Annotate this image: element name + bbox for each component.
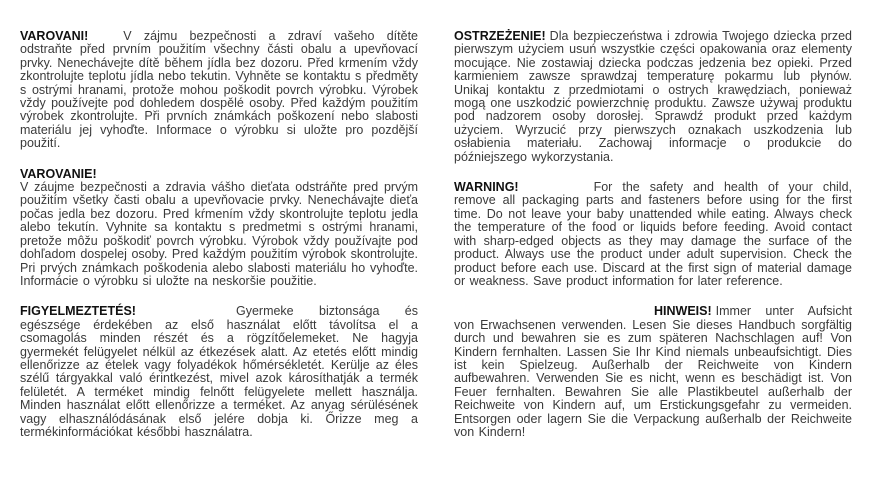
section-heading-czech: VAROVANI! — [20, 29, 89, 43]
warning-section-polish — [454, 30, 852, 164]
warning-section-english — [454, 181, 852, 288]
section-body-czech: V zájmu bezpečnosti a zdraví vašeho dítěte odstraňte před prvním použitím všechny části obalu a upevňovací prvky. Nenechávejte dítě během jídla bez dozoru. Před krmením vždy zkontrolujte teplotu jídla nebo tekutin. Vyhněte se kontaktu s předměty s ostrými hranami, protože mohou poškodit povrch výrobku. Výrobek vždy používejte pod dohledem dospělé osoby. Před každým použitím výrobek zkontrolujte. Při prvních známkách poškození nebo slabosti materiálu jej vyhoďte. Informace o výrobku si uložte pro pozdější použití. — [20, 29, 418, 151]
warning-section-hungarian — [20, 305, 418, 439]
warning-section-slovak — [20, 168, 418, 289]
section-body-polish: Dla bezpieczeństwa i zdrowia Twojego dziecka przed pierwszym użyciem usuń wszystkie części opakowania oraz elementy mocujące. Nie zostawiaj dziecka podczas jedzenia bez opieki. Przed karmieniem zawsze sprawdzaj temperaturę pokarmu lub płynów. Unikaj kontaktu z przedmiotami o ostrych krawędziach, ponieważ mogą one uszkodzić powierzchnię produktu. Zawsze używaj produktu pod nadzorem osoby dorosłej. Sprawdź produkt przed każdym użyciem. Wyrzucić przy pierwszych oznakach uszkodzenia lub osłabienia materiału. Zachowaj informacje o produkcie do późniejszego wykorzystania. — [454, 29, 852, 164]
section-heading-german: HINWEIS! — [654, 304, 712, 319]
right-column — [454, 30, 852, 494]
section-body-slovak: V záujme bezpečnosti a zdravia vášho dieťata odstráňte pred prvým použitím všetky časti obalu a upevňovacie prvky. Nenechávajte dieťa počas jedla bez dozoru. Pred kŕmením vždy skontrolujte teplotu jedla alebo tekutín. Vyhnite sa kontaktu s predmetmi s ostrými hranami, pretože môžu poškodiť povrch výrobku. Výrobok vždy používajte pod dohľadom dospelej osoby. Pred každým použitím výrobok skontrolujte. Pri prvých známkach poškodenia alebo slabosti materiálu ho vyhoďte. Informácie o výrobku si uložte na neskoršie použitie. — [20, 180, 418, 288]
section-body-hungarian: Gyermeke biztonsága és egészsége érdekében az első használat előtt távolítsa el a csomagolás minden részét és a rögzítőelemeket. Ne hagyja gyermekét felügyelet nélkül az étkezések alatt. Az etetés előtt mindig ellenőrizze az ételek vagy folyadékok hőmérsékletét. Kerülje az éles szélű tárgyakkal való érintkezést, mivel azok károsíthatják a termék felületét. A terméket mindig felnőtt felügyelete mellett használja. Minden használat előtt ellenőrizze a terméket. Az anyag sérülésének vagy elhasználódásának első jelére dobja ki. Őrizze meg a termékinformációkat későbbi használatra. — [20, 304, 418, 439]
section-heading-english: WARNING! — [454, 180, 519, 195]
section-body-english: For the safety and health of your child, remove all packaging parts and fasteners before using for the first time. Do not leave your baby unattended while eating. Always check the temperature of the food or liquids before feeding. Avoid contact with sharp-edged objects as they may damage the surface of the product. Always use the product under adult supervision. Check the product before each use. Discard at the first sign of material damage or weakness. Save product information for later reference. — [454, 180, 852, 288]
warning-section-czech — [20, 30, 418, 151]
section-heading-slovak: VAROVANIE! — [20, 166, 97, 181]
section-body-german: Immer unter Aufsicht von Erwachsenen verwenden. Lesen Sie dieses Handbuch sorgfältig durch und bewahren sie es zum späteren Nachschlagen auf! Von Kindern fernhalten. Lassen Sie Ihr Kind niemals unbeaufsichtigt. Dies ist kein Spielzeug. Außerhalb der Reichweite von Kindern aufbewahren. Verwenden Sie es nicht, wenn es beschädigt ist. Von Feuer fernhalten. Bewahren Sie alle Plastikbeutel außerhalb der Reichweite von Kindern auf, um Erstickungsgefahr zu vermeiden. Entsorgen oder lagern Sie die Verpackung außerhalb der Reichweite von Kindern! — [454, 304, 852, 439]
warning-section-german — [454, 305, 852, 439]
section-heading-polish: OSTRZEŻENIE! — [454, 29, 546, 43]
section-heading-hungarian: FIGYELMEZTETÉS! — [20, 304, 136, 319]
left-column — [20, 30, 418, 494]
